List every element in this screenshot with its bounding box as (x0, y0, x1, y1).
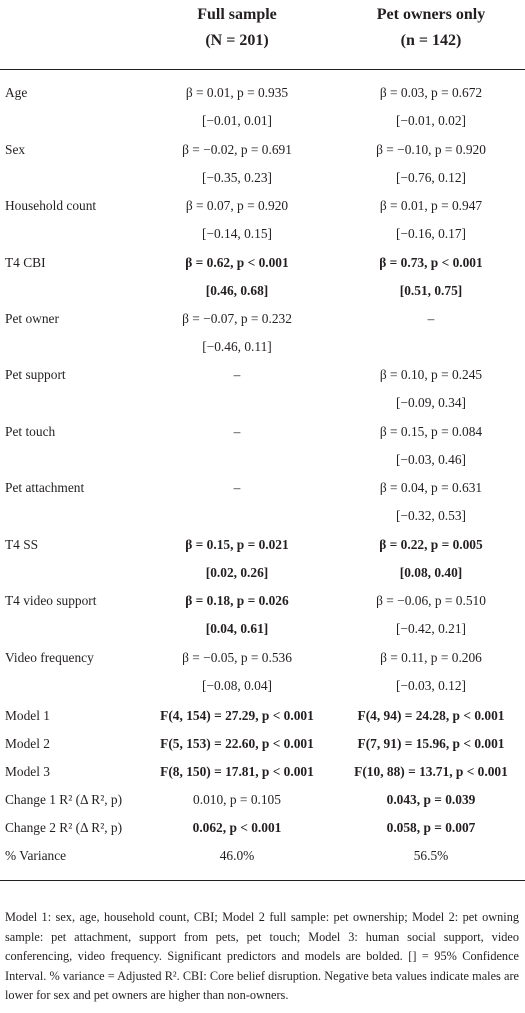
full-sample-ci: [0.02, 0.26] (205, 565, 269, 580)
row-label: T4 SS (5, 537, 39, 552)
row-label: Age (5, 85, 28, 100)
pet-owners-model-stat: 0.043, p = 0.039 (386, 792, 476, 807)
row-label: Pet touch (5, 424, 56, 439)
pet-owners-estimate: β = −0.06, p = 0.510 (376, 593, 486, 608)
full-sample-model-stat: 0.010, p = 0.105 (193, 792, 281, 807)
full-sample-ci: [0.04, 0.61] (205, 621, 269, 636)
full-sample-model-stat: F(5, 153) = 22.60, p < 0.001 (160, 736, 314, 751)
pet-owners-estimate: β = 0.22, p = 0.005 (379, 537, 483, 552)
full-sample-ci: [−0.35, 0.23] (201, 170, 273, 185)
pet-owners-ci: [−0.42, 0.21] (395, 621, 467, 636)
pet-owners-ci: [−0.09, 0.34] (395, 395, 467, 410)
row-label: T4 video support (5, 593, 97, 608)
full-sample-estimate: β = 0.07, p = 0.920 (185, 198, 289, 213)
full-sample-model-stat: 46.0% (219, 848, 255, 863)
row-label: T4 CBI (5, 255, 46, 270)
full-sample-ci: [−0.01, 0.01] (201, 113, 273, 128)
full-sample-estimate: β = −0.05, p = 0.536 (182, 650, 292, 665)
full-sample-ci: [−0.08, 0.04] (201, 678, 273, 693)
col1-header-title: Full sample (197, 6, 277, 23)
row-label: Household count (5, 198, 97, 213)
full-sample-estimate: β = 0.62, p < 0.001 (185, 255, 289, 270)
pet-owners-estimate: β = −0.10, p = 0.920 (376, 142, 486, 157)
pet-owners-model-stat: F(10, 88) = 13.71, p < 0.001 (354, 764, 508, 779)
pet-owners-ci: [−0.03, 0.46] (395, 452, 467, 467)
pet-owners-ci: [0.08, 0.40] (399, 565, 463, 580)
pet-owners-model-stat: 56.5% (413, 848, 449, 863)
pet-owners-estimate: – (427, 311, 435, 326)
pet-owners-estimate: β = 0.03, p = 0.672 (379, 85, 483, 100)
pet-owners-model-stat: F(7, 91) = 15.96, p < 0.001 (357, 736, 505, 751)
row-label: Pet owner (5, 311, 59, 326)
full-sample-estimate: – (233, 424, 241, 439)
full-sample-estimate: – (233, 480, 241, 495)
full-sample-ci: [0.46, 0.68] (205, 283, 269, 298)
full-sample-estimate: β = −0.02, p = 0.691 (182, 142, 292, 157)
full-sample-estimate: β = 0.15, p = 0.021 (185, 537, 289, 552)
pet-owners-ci: [−0.03, 0.12] (395, 678, 467, 693)
bottom-rule (0, 880, 525, 881)
full-sample-model-stat: 0.062, p < 0.001 (192, 820, 282, 835)
row-label: Video frequency (5, 650, 94, 665)
pet-owners-estimate: β = 0.15, p = 0.084 (379, 424, 483, 439)
full-sample-ci: [−0.14, 0.15] (201, 226, 273, 241)
full-sample-model-stat: F(4, 154) = 27.29, p < 0.001 (160, 708, 314, 723)
model-label: % Variance (5, 848, 67, 863)
model-label: Model 1 (5, 708, 51, 723)
pet-owners-ci: [−0.32, 0.53] (395, 508, 467, 523)
pet-owners-estimate: β = 0.11, p = 0.206 (380, 650, 482, 665)
header-rule (0, 69, 525, 70)
col2-header-title: Pet owners only (376, 6, 486, 23)
pet-owners-ci: [0.51, 0.75] (399, 283, 463, 298)
table-footnote: Model 1: sex, age, household count, CBI; Model 2 full sample: pet ownership; Model 2: pet owning sample: pet attachment, support from pets, pet touch; Model 3: human social support, video conferencing, video frequency. Significant predictors and models are bolded. [] = 95% Confidence Interval. % variance = Adjusted R². CBI: Core belief disruption. Negative beta values indicate males are lower for sex and pet owners are higher than non-owners. (5, 910, 519, 1003)
full-sample-estimate: – (233, 367, 241, 382)
model-label: Change 1 R² (Δ R², p) (5, 792, 123, 807)
full-sample-ci: [−0.46, 0.11] (202, 339, 272, 354)
row-label: Pet support (5, 367, 66, 382)
pet-owners-ci: [−0.16, 0.17] (395, 226, 467, 241)
model-label: Change 2 R² (Δ R², p) (5, 820, 123, 835)
row-label: Pet attachment (5, 480, 85, 495)
full-sample-estimate: β = 0.01, p = 0.935 (185, 85, 289, 100)
row-label: Sex (5, 142, 26, 157)
pet-owners-model-stat: 0.058, p = 0.007 (386, 820, 476, 835)
full-sample-model-stat: F(8, 150) = 17.81, p < 0.001 (160, 764, 314, 779)
col1-header-n: (N = 201) (205, 32, 269, 49)
model-label: Model 3 (5, 764, 51, 779)
model-label: Model 2 (5, 736, 51, 751)
pet-owners-ci: [−0.76, 0.12] (395, 170, 467, 185)
pet-owners-estimate: β = 0.10, p = 0.245 (379, 367, 483, 382)
col2-header-n: (n = 142) (400, 32, 462, 49)
col1-header (128, 2, 346, 54)
pet-owners-ci: [−0.01, 0.02] (395, 113, 467, 128)
pet-owners-estimate: β = 0.04, p = 0.631 (379, 480, 483, 495)
pet-owners-estimate: β = 0.01, p = 0.947 (379, 198, 483, 213)
col2-header (338, 2, 524, 54)
pet-owners-model-stat: F(4, 94) = 24.28, p < 0.001 (357, 708, 505, 723)
full-sample-estimate: β = −0.07, p = 0.232 (182, 311, 292, 326)
pet-owners-estimate: β = 0.73, p < 0.001 (379, 255, 483, 270)
full-sample-estimate: β = 0.18, p = 0.026 (185, 593, 289, 608)
